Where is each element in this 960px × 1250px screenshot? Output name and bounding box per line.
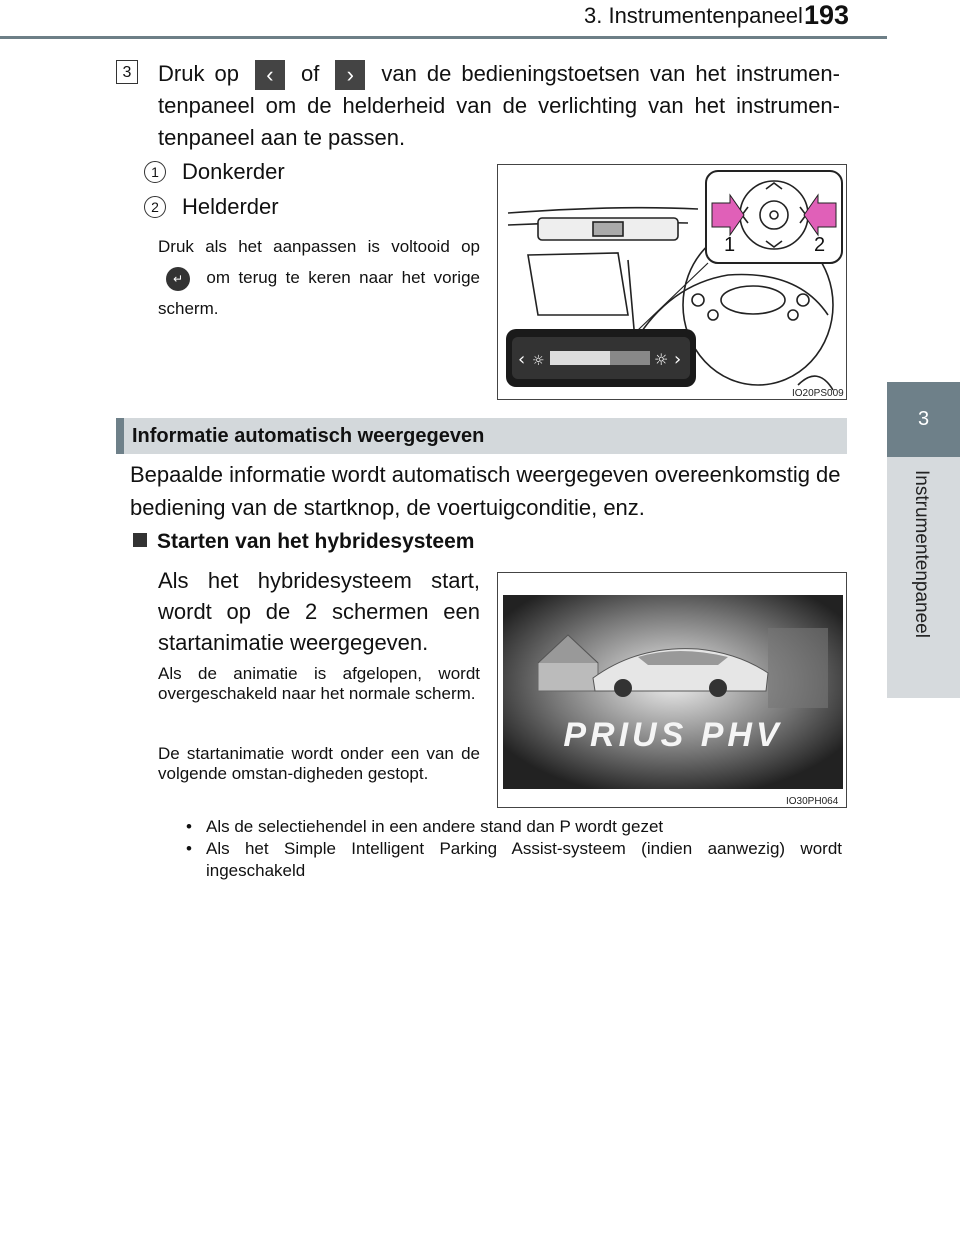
step-number-badge: 3: [116, 60, 138, 84]
header-rule: [0, 36, 887, 39]
figure-code: IO20PS009: [792, 388, 844, 399]
page-number: 193: [804, 0, 850, 30]
figure-callout-2: 2: [814, 234, 826, 256]
chapter-tab: 3: [887, 382, 960, 457]
square-bullet-icon: [133, 533, 147, 547]
dashboard-figure: [497, 164, 847, 400]
list-item: • Als het Simple Intelligent Parking Assist-systeem (indien aanwezig) wordt ingeschakeld: [186, 838, 842, 882]
svg-text:☼: ☼: [654, 350, 669, 369]
section-heading: Informatie automatisch weergegeven: [116, 418, 847, 454]
stop-conditions-list: [186, 816, 842, 882]
svg-text:›: ›: [674, 349, 682, 370]
dashboard-illustration: [498, 165, 847, 400]
startup-animation-figure: [497, 572, 847, 808]
item-label-brighter: Helderder: [182, 194, 279, 219]
subsection-heading: [133, 530, 474, 554]
section-intro: Bepaalde informatie wordt automatisch weergegeven overeenkomstig de bediening van de startknop, de voertuigconditie, enz.: [130, 462, 841, 520]
item-label-darker: Donkerder: [182, 159, 285, 184]
subsection-note-1: Als de animatie is afgelopen, wordt overgeschakeld naar het normale scherm.: [158, 664, 480, 703]
step-instruction: [158, 58, 840, 154]
step-text-before: Druk op: [158, 61, 239, 86]
subsection-note-2: De startanimatie wordt onder een van de volgende omstan-digheden gestopt.: [158, 744, 480, 783]
note-before: Druk als het aanpassen is voltooid op: [158, 237, 480, 256]
item-number-1: 1: [144, 161, 166, 183]
subsection-body: Als het hybridesysteem start, wordt op de 2 schermen een startanimatie weergegeven.: [158, 568, 480, 655]
return-note: [158, 231, 480, 324]
left-arrow-button-icon: ‹: [255, 60, 285, 90]
figure-callout-1: 1: [724, 234, 736, 256]
list-item: • Als de selectiehendel in een andere stand dan P wordt gezet: [186, 816, 842, 838]
figure-code: IO30PH064: [786, 796, 839, 807]
note-after: om terug te keren naar het vorige scherm.: [158, 268, 480, 318]
item-number-2: 2: [144, 196, 166, 218]
svg-text:‹: ‹: [518, 349, 526, 370]
back-button-icon: ↵: [166, 267, 190, 291]
svg-text:☼: ☼: [532, 353, 545, 369]
chapter-tab-label: Instrumentenpaneel: [911, 470, 932, 638]
startup-animation-illustration: [498, 573, 847, 808]
step-text-between: of: [300, 61, 320, 86]
prius-phv-logo: PRIUS PHV: [563, 716, 783, 754]
step-text-after: van de bedieningstoetsen van het instrumen-tenpaneel om de helderheid van de verlichting van het instrumen-tenpaneel aan te passen.: [158, 61, 840, 151]
right-arrow-button-icon: ›: [335, 60, 365, 90]
chapter-title: 3. Instrumentenpaneel: [584, 3, 803, 28]
subsection-title: Starten van het hybridesysteem: [157, 530, 475, 553]
